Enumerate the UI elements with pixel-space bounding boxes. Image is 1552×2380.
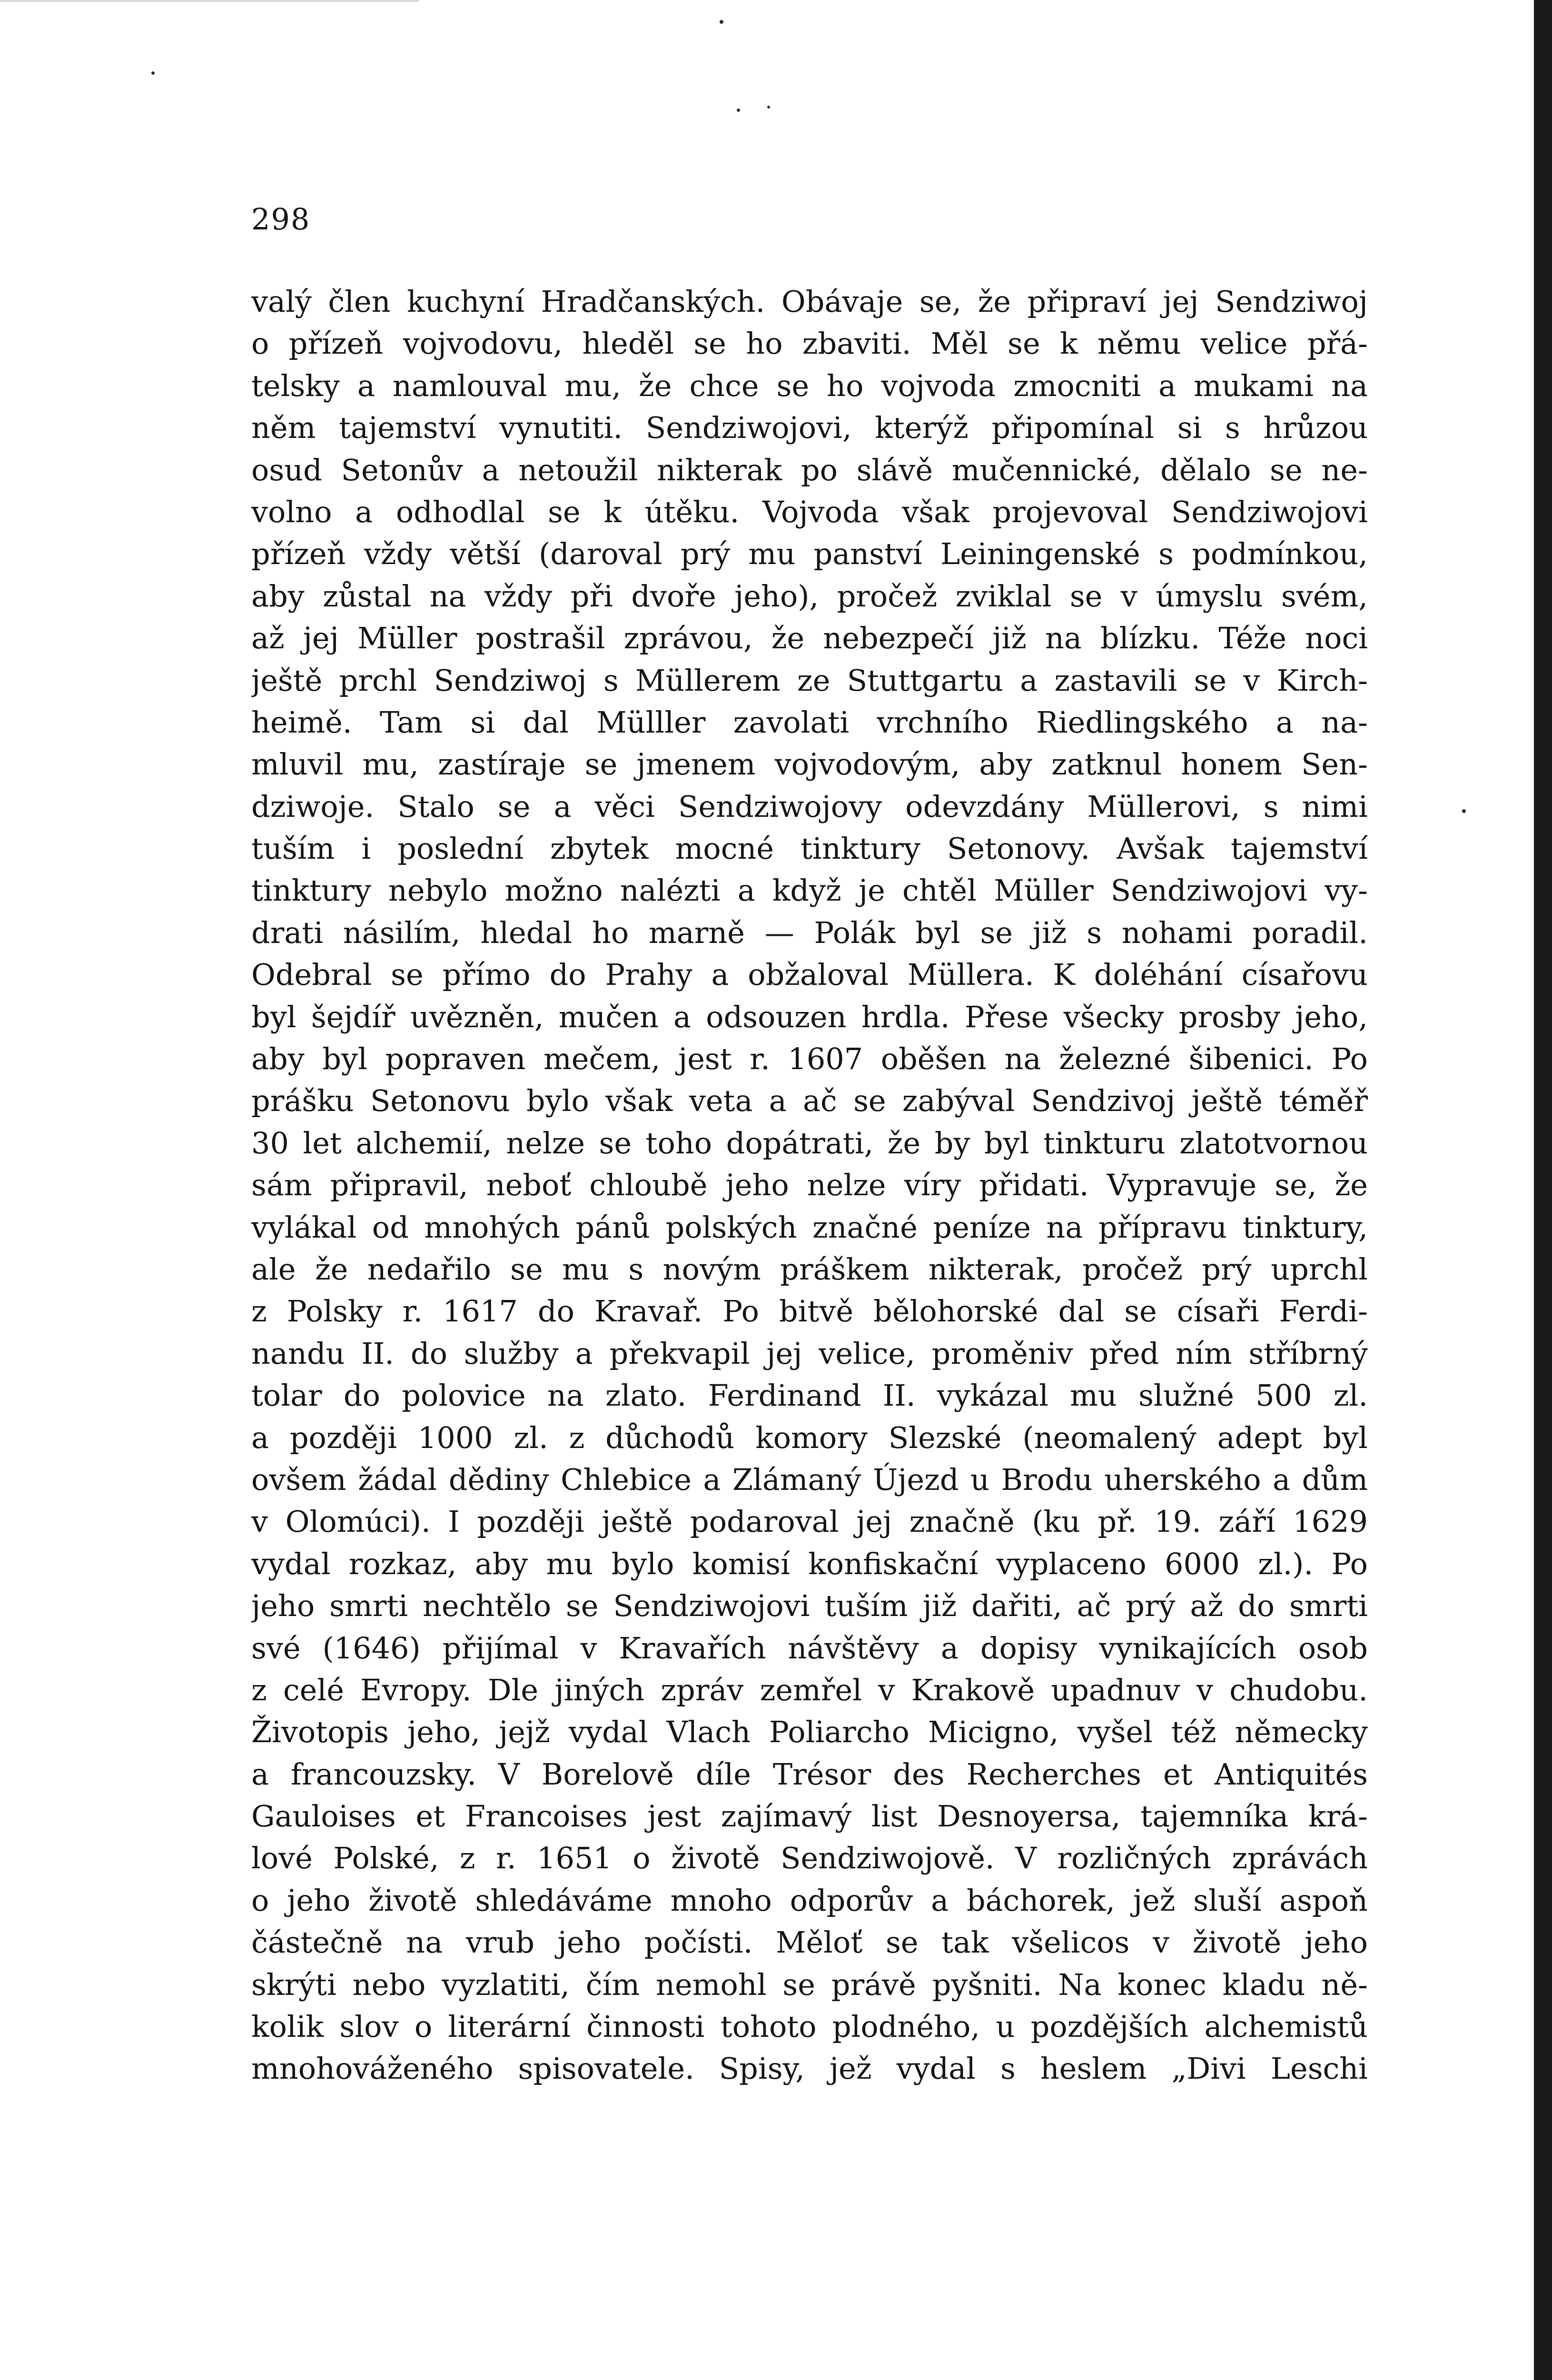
text-line: a později 1000 zl. z důchodů komory Slezské (neomalený adept byl (251, 1420, 1368, 1455)
text-line: své (1646) přijímal v Kravařích návštěvy a dopisy vynikajících osob (251, 1630, 1368, 1666)
text-line: mnohováženého spisovatele. Spisy, jež vydal s heslem „Divi Leschi (251, 2051, 1368, 2086)
text-line: vydal rozkaz, aby mu bylo komisí konfiskační vyplaceno 6000 zl.). Po (251, 1546, 1368, 1581)
text-line: nandu II. do služby a překvapil jej velice, proměniv před ním stříbrný (251, 1336, 1368, 1371)
text-line: byl šejdíř uvězněn, mučen a odsouzen hrdla. Přese všecky prosby jeho, (251, 999, 1368, 1034)
text-line: něm tajemství vynutiti. Sendziwojovi, kterýž připomínal si s hrůzou (251, 410, 1368, 446)
text-line: aby byl popraven mečem, jest r. 1607 oběšen na železné šibenici. Po (251, 1041, 1368, 1077)
text-line: částečně na vrub jeho počísti. Měloť se tak všelicos v životě jeho (251, 1925, 1368, 1960)
text-line: prášku Setonovu bylo však veta a ač se zabýval Sendzivoj ještě téměř (251, 1083, 1368, 1119)
text-line: ale že nedařilo se mu s novým práškem nikterak, pročež prý uprchl (251, 1251, 1368, 1287)
text-line: vylákal od mnohých pánů polských značné peníze na přípravu tinktury, (251, 1210, 1368, 1245)
text-line: ovšem žádal dědiny Chlebice a Zlámaný Újezd u Brodu uherského a dům (251, 1462, 1368, 1497)
text-line: skrýti nebo vyzlatiti, čím nemohl se právě pyšniti. Na konec kladu ně- (251, 1967, 1368, 2002)
scan-speck (151, 71, 155, 75)
text-line: Životopis jeho, jejž vydal Vlach Poliarcho Micigno, vyšel též německy (251, 1715, 1368, 1750)
text-line: heimě. Tam si dal Mülller zavolati vrchního Riedlingského a na- (251, 704, 1368, 740)
scan-speck (1462, 809, 1466, 813)
text-line: 30 let alchemií, nelze se toho dopátrati, že by byl tinkturu zlatotvornou (251, 1125, 1368, 1160)
text-line: z Polsky r. 1617 do Kravař. Po bitvě bělohorské dal se císaři Ferdi- (251, 1294, 1368, 1329)
text-line: v Olomúci). I později ještě podaroval jej značně (ku př. 19. září 1629 (251, 1504, 1368, 1539)
text-line: o přízeň vojvodovu, hleděl se ho zbaviti. Měl se k němu velice přá- (251, 326, 1368, 361)
scan-top-edge (0, 0, 419, 2)
text-line: osud Setonův a netoužil nikterak po slávě mučennické, dělalo se ne- (251, 452, 1368, 487)
scan-speck (720, 20, 723, 24)
text-line: dziwoje. Stalo se a věci Sendziwojovy odevzdány Müllerovi, s nimi (251, 789, 1368, 824)
text-line: z celé Evropy. Dle jiných zpráv zemřel v Krakově upadnuv v chudobu. (251, 1672, 1368, 1707)
text-line: Gauloises et Francoises jest zajímavý list Desnoyersa, tajemníka krá- (251, 1799, 1368, 1834)
text-line: telsky a namlouval mu, že chce se ho vojvoda zmocniti a mukami na (251, 368, 1368, 403)
text-line: jeho smrti nechtělo se Sendziwojovi tuším již dařiti, ač prý až do smrti (251, 1588, 1368, 1624)
scan-right-border (1534, 0, 1552, 2380)
text-line: tinktury nebylo možno nalézti a když je chtěl Müller Sendziwojovi vy- (251, 873, 1368, 908)
text-line: kolik slov o literární činnosti tohoto plodného, u pozdějších alchemistů (251, 2009, 1368, 2044)
text-line: ještě prchl Sendziwoj s Müllerem ze Stuttgartu a zastavili se v Kirch- (251, 663, 1368, 698)
text-line: tolar do polovice na zlato. Ferdinand II. vykázal mu služné 500 zl. (251, 1378, 1368, 1413)
scan-speck (737, 109, 740, 112)
text-line: tuším i poslední zbytek mocné tinktury Setonovy. Avšak tajemství (251, 831, 1368, 866)
text-line: lové Polské, z r. 1651 o životě Sendziwojově. V rozličných zprávách (251, 1841, 1368, 1876)
text-line: sám připravil, neboť chloubě jeho nelze víry přidati. Vypravuje se, že (251, 1168, 1368, 1203)
body-text (251, 281, 1368, 2090)
text-line: mluvil mu, zastíraje se jmenem vojvodovým, aby zatknul honem Sen- (251, 747, 1368, 782)
text-line: a francouzsky. V Borelově díle Trésor des Recherches et Antiquités (251, 1756, 1368, 1792)
text-line: Odebral se přímo do Prahy a obžaloval Müllera. K doléhání císařovu (251, 957, 1368, 992)
text-line: drati násilím, hledal ho marně — Polák byl se již s nohami poradil. (251, 915, 1368, 950)
text-line: valý člen kuchyní Hradčanských. Obávaje se, že připraví jej Sendziwoj (251, 284, 1368, 319)
text-line: přízeň vždy větší (daroval prý mu panství Leiningenské s podmínkou, (251, 536, 1368, 572)
scan-speck (767, 106, 770, 109)
page-number: 298 (251, 202, 311, 237)
text-line: o jeho životě shledáváme mnoho odporův a báchorek, jež sluší aspoň (251, 1883, 1368, 1918)
text-line: aby zůstal na vždy při dvoře jeho), pročež zviklal se v úmyslu svém, (251, 578, 1368, 614)
text-line: až jej Müller postrašil zprávou, že nebezpečí již na blízku. Téže noci (251, 621, 1368, 656)
text-line: volno a odhodlal se k útěku. Vojvoda však projevoval Sendziwojovi (251, 494, 1368, 529)
